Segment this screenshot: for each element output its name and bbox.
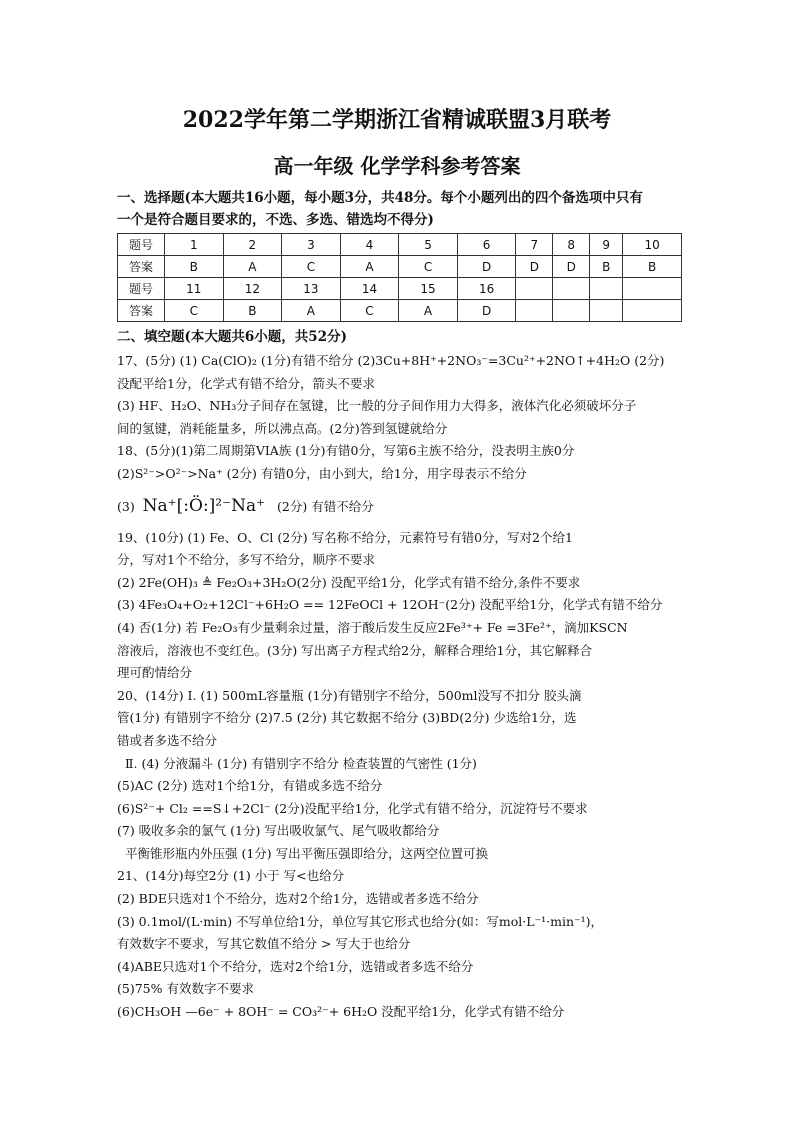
line: 管(1分) 有错别字不给分 (2)7.5 (2分) 其它数据不给分 (3)BD(2分) 少选给1分，选	[117, 710, 577, 726]
table-cell	[516, 300, 553, 322]
table-cell: D	[457, 300, 516, 322]
table-cell: 16	[457, 278, 516, 300]
table-cell: C	[165, 300, 224, 322]
line: 溶液后，溶液也不变红色。(3分) 写出离子方程式给2分，解释合理给1分，其它解释合	[117, 642, 593, 658]
answer-table	[117, 233, 682, 322]
line: (5)AC (2分) 选对1个给1分，有错或多选不给分	[117, 778, 383, 794]
table-cell	[590, 278, 623, 300]
table-cell: 14	[340, 278, 399, 300]
line: 19、(10分) (1) Fe、O、Cl (2分) 写名称不给分，元素符号有错0分，写对2个给1	[117, 529, 573, 545]
line-note: (2分) 有错不给分	[277, 498, 374, 514]
line: (2) 2Fe(OH)₃ ≜ Fe₂O₃+3H₂O(2分) 没配平给1分，化学式有错不给分,条件不要求	[117, 574, 581, 590]
line: 平衡锥形瓶内外压强 (1分) 写出平衡压强即给分，这两空位置可换	[125, 845, 489, 861]
table-cell: A	[282, 300, 341, 322]
answer-row	[118, 300, 682, 322]
table-cell: 8	[553, 234, 590, 256]
section2-heading: 二、填空题(本大题共6小题，共52分)	[117, 329, 347, 345]
table-cell: B	[223, 300, 282, 322]
table-cell: 11	[165, 278, 224, 300]
table-cell	[623, 300, 682, 322]
table-cell: C	[399, 256, 458, 278]
line: (3) 4Fe₃O₄+O₂+12Cl⁻+6H₂O == 12FeOCl + 12OH⁻(2分) 没配平给1分，化学式有错不给分	[117, 597, 663, 613]
table-cell: C	[282, 256, 341, 278]
table-cell: 4	[340, 234, 399, 256]
table-cell: 7	[516, 234, 553, 256]
line: 错或者多选不给分	[117, 732, 218, 748]
table-cell: C	[340, 300, 399, 322]
table-cell: A	[223, 256, 282, 278]
line: (6)S²⁻+ Cl₂ ==S↓+2Cl⁻ (2分)没配平给1分，化学式有错不给分，沉淀符号不要求	[117, 800, 588, 816]
table-cell: 1	[165, 234, 224, 256]
line: 间的氢键，消耗能量多，所以沸点高。(2分)答到氢键就给分	[117, 420, 448, 436]
electron-formula-line	[117, 486, 687, 527]
table-cell: 12	[223, 278, 282, 300]
table-cell: D	[457, 256, 516, 278]
page-subtitle: 高一年级 化学学科参考答案	[273, 154, 521, 178]
table-cell: B	[165, 256, 224, 278]
line: (4)ABE只选对1个不给分，选对2个给1分，选错或者多选不给分	[117, 958, 474, 974]
line: 理可酌情给分	[117, 665, 193, 681]
line-label: (3)	[117, 498, 135, 514]
table-cell: 15	[399, 278, 458, 300]
section1-line1: 一、选择题(本大题共16小题，每小题3分，共48分。每个小题列出的四个备选项中只有	[117, 190, 643, 206]
section1-line2: 一个是符合题目要求的，不选、多选、错选均不得分)	[117, 212, 434, 228]
question-number-row	[118, 234, 682, 256]
question-number-row	[118, 278, 682, 300]
table-cell: D	[553, 256, 590, 278]
table-cell	[553, 278, 590, 300]
table-cell	[516, 278, 553, 300]
line: 分，写对1个不给分，多写不给分，顺序不要求	[117, 552, 375, 568]
line: 有效数字不要求，写其它数值不给分 > 写大于也给分	[117, 936, 411, 952]
table-cell	[553, 300, 590, 322]
table-cell: 9	[590, 234, 623, 256]
table-cell: 5	[399, 234, 458, 256]
table-cell: 13	[282, 278, 341, 300]
line: 没配平给1分，化学式有错不给分，箭头不要求	[117, 375, 375, 391]
line: (2)S²⁻>O²⁻>Na⁺ (2分) 有错0分，由小到大，给1分，用字母表示不给分	[117, 465, 527, 481]
line: 21、(14分)每空2分 (1) 小于 写<也给分	[117, 868, 345, 884]
table-cell: 6	[457, 234, 516, 256]
table-cell: 2	[223, 234, 282, 256]
line: (3) 0.1mol/(L·min) 不写单位给1分，单位写其它形式也给分(如：写mol·L⁻¹·min⁻¹)，	[117, 913, 603, 929]
answer-text	[117, 350, 687, 1024]
table-cell: A	[399, 300, 458, 322]
table-cell: B	[590, 256, 623, 278]
answer-row	[118, 256, 682, 278]
na2o-electron-formula: Na⁺[:Ö:]²⁻Na⁺	[142, 495, 266, 516]
line: 20、(14分) Ⅰ. (1) 500mL容量瓶 (1分)有错别字不给分，500ml没写不扣分 胶头滴	[117, 687, 582, 703]
line: (5)75% 有效数字不要求	[117, 981, 254, 997]
table-cell: 3	[282, 234, 341, 256]
line: (6)CH₃OH —6e⁻ + 8OH⁻ = CO₃²⁻+ 6H₂O 没配平给1分，化学式有错不给分	[117, 1004, 565, 1020]
line: Ⅱ. (4) 分液漏斗 (1分) 有错别字不给分 检查装置的气密性 (1分)	[125, 755, 477, 771]
table-cell	[623, 278, 682, 300]
section1-heading	[117, 187, 643, 231]
table-cell: D	[516, 256, 553, 278]
table-cell	[590, 300, 623, 322]
line: (3) HF、H₂O、NH₃分子间存在氢键，比一般的分子间作用力大得多，液体汽化必须破坏分子	[117, 398, 637, 414]
line: 17、(5分) (1) Ca(ClO)₂ (1分)有错不给分 (2)3Cu+8H⁺+2NO₃⁻=3Cu²⁺+2NO↑+4H₂O (2分)	[117, 353, 665, 368]
row-label: 题号	[118, 234, 165, 256]
table-cell: 10	[623, 234, 682, 256]
line: (2) BDE只选对1个不给分，选对2个给1分，选错或者多选不给分	[117, 891, 479, 907]
line: (4) 否(1分) 若 Fe₂O₃有少量剩余过量，溶于酸后发生反应2Fe³⁺+ Fe =3Fe²⁺，滴加KSCN	[117, 619, 628, 635]
table-cell: B	[623, 256, 682, 278]
row-label: 答案	[118, 256, 165, 278]
row-label: 答案	[118, 300, 165, 322]
table-cell: A	[340, 256, 399, 278]
line: (7) 吸收多余的氯气 (1分) 写出吸收氯气、尾气吸收都给分	[117, 823, 440, 839]
page-title: 2022学年第二学期浙江省精诚联盟3月联考	[182, 107, 612, 133]
line: 18、(5分)(1)第二周期第VIA族 (1分)有错0分，写第6主族不给分，没表明主族0分	[117, 443, 575, 459]
row-label: 题号	[118, 278, 165, 300]
